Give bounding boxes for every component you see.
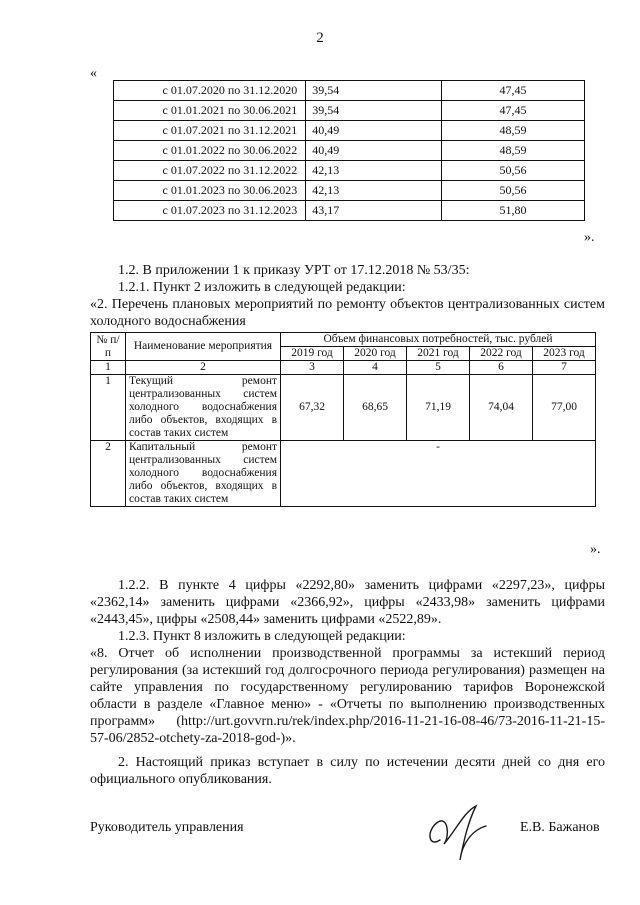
tariff-cell-v2: 50,56 (442, 181, 585, 201)
column-number: 4 (344, 361, 407, 375)
closing-quote: ». (584, 230, 595, 245)
header-year: 2020 год (344, 347, 407, 361)
paragraph-1-2-2: 1.2.2. В пункте 4 цифры «2292,80» заменить цифрами «2297,23», цифры «2362,14» заменить цифрами «2366,92», цифры «2433,98» заменить цифрами «2443,45», цифры «2508,44» заменить цифрами «2522,89». (90, 578, 605, 627)
header-year: 2023 год (533, 347, 596, 361)
column-number: 7 (533, 361, 596, 375)
tariff-cell-v2: 48,59 (442, 121, 585, 141)
tariff-cell-v2: 48,59 (442, 141, 585, 161)
paragraph-1-2: 1.2. В приложении 1 к приказу УРТ от 17.12.2018 № 53/35: (118, 263, 470, 278)
row-name (126, 375, 281, 441)
header-year: 2019 год (281, 347, 344, 361)
column-number: 6 (470, 361, 533, 375)
paragraph-list-title: «2. Перечень плановых мероприятий по ремонту объектов централизованных систем холодного водоснабжения (90, 297, 605, 329)
tariff-cell-v1: 42,13 (306, 181, 442, 201)
tariff-table (113, 80, 585, 221)
tariff-cell-period: с 01.07.2023 по 31.12.2023 (114, 201, 306, 221)
plan-table (90, 332, 596, 507)
tariff-row (114, 101, 585, 121)
row-value: 67,32 (281, 375, 344, 441)
signer-name: Е.В. Бажанов (520, 820, 600, 835)
tariff-cell-v2: 47,45 (442, 101, 585, 121)
handwritten-signature (420, 800, 500, 870)
plan-row-2 (91, 441, 596, 507)
tariff-row (114, 141, 585, 161)
tariff-cell-v1: 39,54 (306, 101, 442, 121)
column-number: 2 (126, 361, 281, 375)
plan-colnum-row (91, 361, 596, 375)
row-value: 74,04 (470, 375, 533, 441)
row-value: 68,65 (344, 375, 407, 441)
row-value-merged: - (281, 441, 596, 507)
tariff-row (114, 121, 585, 141)
paragraph-8: «8. Отчет об исполнении производственной программы за истекший период регулирования (за истекший год долгосрочного периода регулирования) размещен на сайте управления по государственному регулированию тарифов Воронежской области в разделе «Главное меню» - «Отчеты по выполнению производственных программ» (http://urt.govvrn.ru/rek/index.php/2016-11-21-16-08-46/73-2016-11-21-15-57-06/2852-otchety-za-2018-god-)». (90, 646, 605, 746)
tariff-cell-v1: 43,17 (306, 201, 442, 221)
tariff-cell-period: с 01.07.2022 по 31.12.2022 (114, 161, 306, 181)
tariff-cell-v2: 47,45 (442, 81, 585, 101)
tariff-cell-period: с 01.01.2023 по 30.06.2023 (114, 181, 306, 201)
header-year: 2021 год (407, 347, 470, 361)
tariff-cell-v1: 40,49 (306, 121, 442, 141)
paragraph-2: 2. Настоящий приказ вступает в силу по истечении десяти дней со дня его официального опубликования. (90, 755, 605, 787)
page-number: 2 (316, 30, 324, 46)
tariff-cell-period: с 01.07.2020 по 31.12.2020 (114, 81, 306, 101)
header-name: Наименование мероприятия (126, 333, 281, 361)
tariff-table-body (114, 81, 585, 221)
tariff-row (114, 201, 585, 221)
tariff-cell-v1: 39,54 (306, 81, 442, 101)
column-number: 1 (91, 361, 126, 375)
column-number: 5 (407, 361, 470, 375)
tariff-cell-v1: 42,13 (306, 161, 442, 181)
tariff-cell-v1: 40,49 (306, 141, 442, 161)
header-number: № п/п (91, 333, 126, 361)
tariff-cell-v2: 50,56 (442, 161, 585, 181)
tariff-cell-period: с 01.01.2022 по 30.06.2022 (114, 141, 306, 161)
tariff-row (114, 161, 585, 181)
row-name-text: Капитальный ремонт централизованных систем холодного водоснабжения либо объектов, входящих в состав таких систем (129, 441, 277, 505)
paragraph-1-2-3: 1.2.3. Пункт 8 изложить в следующей редакции: (118, 629, 406, 644)
row-name (126, 441, 281, 507)
tariff-row (114, 81, 585, 101)
row-value: 71,19 (407, 375, 470, 441)
header-volume: Объем финансовых потребностей, тыс. рублей (281, 333, 596, 347)
plan-row-1 (91, 375, 596, 441)
column-number: 3 (281, 361, 344, 375)
tariff-row (114, 181, 585, 201)
row-number: 2 (91, 441, 126, 507)
row-name-text: Текущий ремонт централизованных систем холодного водоснабжения либо объектов, входящих в состав таких систем (129, 375, 277, 439)
row-number: 1 (91, 375, 126, 441)
tariff-cell-period: с 01.01.2021 по 30.06.2021 (114, 101, 306, 121)
opening-quote: « (90, 66, 97, 81)
paragraph-1-2-1: 1.2.1. Пункт 2 изложить в следующей редакции: (118, 280, 406, 295)
closing-quote: ». (590, 542, 601, 557)
tariff-cell-period: с 01.07.2021 по 31.12.2021 (114, 121, 306, 141)
header-year: 2022 год (470, 347, 533, 361)
signature-label: Руководитель управления (90, 820, 244, 835)
row-value: 77,00 (533, 375, 596, 441)
tariff-cell-v2: 51,80 (442, 201, 585, 221)
plan-header-row (91, 333, 596, 347)
